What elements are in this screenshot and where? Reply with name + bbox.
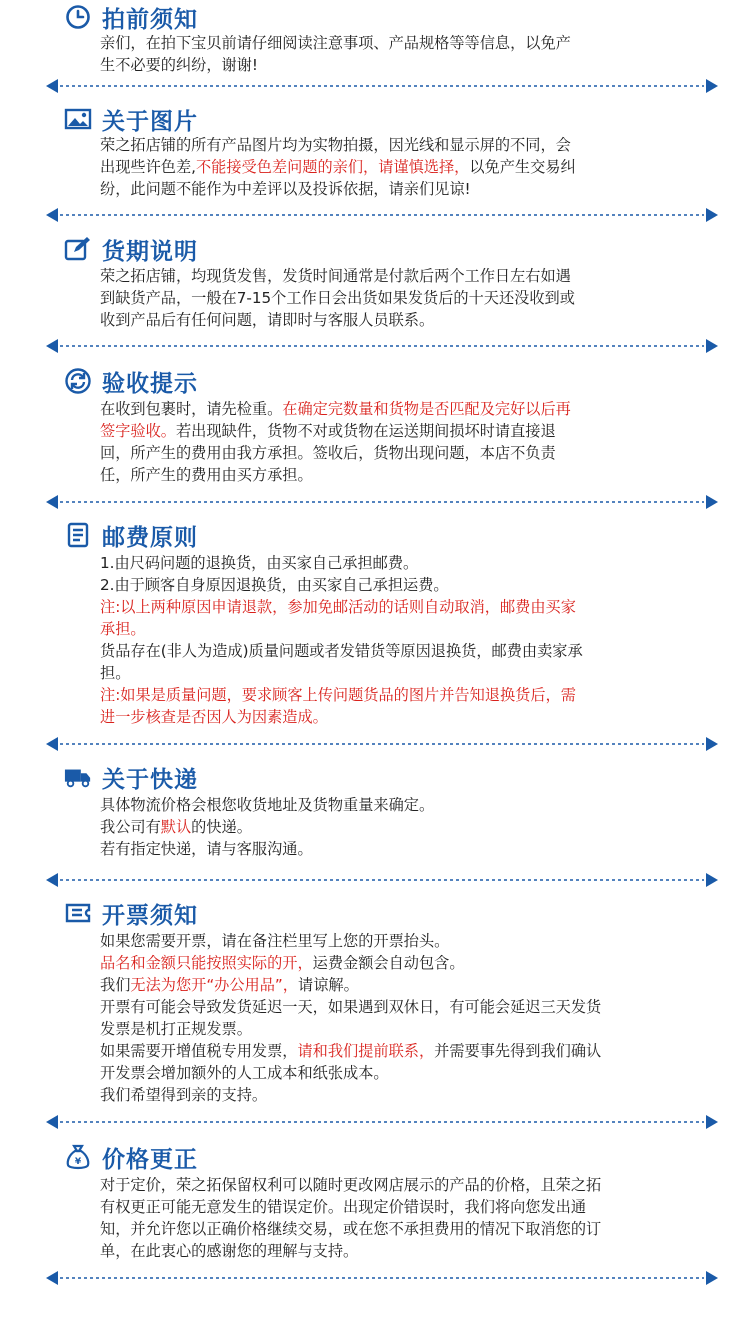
body-line bbox=[100, 1196, 710, 1218]
body-line bbox=[100, 662, 710, 684]
section-header bbox=[64, 232, 198, 266]
emphasis-text: 进一步核查是否因人为因素造成。 bbox=[100, 708, 328, 726]
body-text: 若出现缺件，货物不对或货物在运送期间损坏时请直接退 bbox=[175, 422, 556, 440]
document-icon bbox=[64, 521, 92, 549]
section-body bbox=[100, 794, 710, 860]
body-text: 如果需要开增值税专用发票， bbox=[100, 1042, 298, 1060]
body-text: 我们希望得到亲的支持。 bbox=[100, 1086, 268, 1104]
body-line bbox=[100, 552, 710, 574]
body-line bbox=[100, 32, 710, 54]
dashed-arrow-divider bbox=[46, 494, 718, 508]
section-title: 关于快递 bbox=[102, 766, 198, 793]
section-header bbox=[64, 0, 198, 34]
body-line bbox=[100, 420, 710, 442]
body-text: 货品存在(非人为造成)质量问题或者发错货等原因退换货，邮费由卖家承 bbox=[100, 642, 583, 660]
body-text: 开发票会增加额外的人工成本和纸张成本。 bbox=[100, 1064, 389, 1082]
body-line bbox=[100, 574, 710, 596]
dashed-arrow-divider bbox=[46, 872, 718, 886]
section-body bbox=[100, 552, 710, 728]
body-line bbox=[100, 974, 710, 996]
dashed-arrow-divider bbox=[46, 736, 718, 750]
body-line bbox=[100, 134, 710, 156]
body-text: 任，所产生的费用由买方承担。 bbox=[100, 466, 313, 484]
body-text: 请谅解。 bbox=[298, 976, 359, 994]
body-text: 以免产生交易纠 bbox=[469, 158, 576, 176]
body-text: 对于定价，荣之拓保留权利可以随时更改网店展示的产品的价格，且荣之拓 bbox=[100, 1176, 602, 1194]
section-title: 邮费原则 bbox=[102, 524, 198, 551]
body-text: 若有指定快递，请与客服沟通。 bbox=[100, 840, 313, 858]
body-text: 1.由尺码问题的退换货，由买家自己承担邮费。 bbox=[100, 554, 419, 572]
section-body bbox=[100, 265, 710, 331]
section-header bbox=[64, 1140, 198, 1174]
emphasis-text: 注:以上两种原因申请退款，参加免邮活动的话则自动取消，邮费由买家 bbox=[100, 598, 576, 616]
emphasis-text: 请和我们提前联系， bbox=[297, 1042, 435, 1060]
emphasis-text: 无法为您开“办公用品”， bbox=[130, 976, 298, 994]
body-text: 2.由于顾客自身原因退换货，由买家自己承担运费。 bbox=[100, 576, 449, 594]
section-body bbox=[100, 930, 710, 1106]
body-line bbox=[100, 464, 710, 486]
body-line bbox=[100, 794, 710, 816]
image-icon bbox=[64, 105, 92, 133]
body-text: 荣之拓店铺的所有产品图片均为实物拍摄，因光线和显示屏的不同，会 bbox=[100, 136, 571, 154]
body-text: 单，在此衷心的感谢您的理解与支持。 bbox=[100, 1242, 359, 1260]
body-text: 有权更正可能无意发生的错误定价。出现定价错误时，我们将向您发出通 bbox=[100, 1198, 586, 1216]
section-header bbox=[64, 518, 198, 552]
money-bag-icon bbox=[64, 1143, 92, 1171]
body-line bbox=[100, 1174, 710, 1196]
body-line bbox=[100, 838, 710, 860]
body-text: 出现些许色差, bbox=[100, 158, 196, 176]
body-text: 开票有可能会导致发货延迟一天，如果遇到双休日，有可能会延迟三天发货 bbox=[100, 998, 602, 1016]
section-title: 验收提示 bbox=[102, 370, 198, 397]
body-line bbox=[100, 816, 710, 838]
emphasis-text: 在确定完数量和货物是否匹配及完好以后再 bbox=[282, 400, 571, 418]
body-text: 在收到包裹时，请先检重。 bbox=[100, 400, 283, 418]
section-header bbox=[64, 760, 198, 794]
section-header bbox=[64, 364, 198, 398]
body-line bbox=[100, 1018, 710, 1040]
section-title: 开票须知 bbox=[102, 902, 198, 929]
body-text: 担。 bbox=[100, 664, 131, 682]
body-line bbox=[100, 706, 710, 728]
body-text: 具体物流价格会根您收货地址及货物重量来确定。 bbox=[100, 796, 435, 814]
section-title: 价格更正 bbox=[102, 1146, 198, 1173]
body-line bbox=[100, 618, 710, 640]
body-line bbox=[100, 442, 710, 464]
dashed-arrow-divider bbox=[46, 1270, 718, 1284]
body-text: 的快递。 bbox=[191, 818, 252, 836]
dashed-arrow-divider bbox=[46, 1114, 718, 1128]
body-line bbox=[100, 178, 710, 200]
emphasis-text: 承担。 bbox=[100, 620, 146, 638]
emphasis-text: 默认 bbox=[160, 818, 192, 836]
body-line bbox=[100, 930, 710, 952]
section-body bbox=[100, 1174, 710, 1262]
body-text: 并需要事先得到我们确认 bbox=[434, 1042, 602, 1060]
body-line bbox=[100, 265, 710, 287]
emphasis-text: 注:如果是质量问题，要求顾客上传问题货品的图片并告知退换货后，需 bbox=[100, 686, 576, 704]
section-body bbox=[100, 134, 710, 200]
body-text: 运费金额会自动包含。 bbox=[312, 954, 465, 972]
section-title: 货期说明 bbox=[102, 238, 198, 265]
body-line bbox=[100, 1040, 710, 1062]
body-line bbox=[100, 287, 710, 309]
body-text: 到缺货产品，一般在7-15个工作日会出货如果发货后的十天还没收到或 bbox=[100, 289, 575, 307]
body-line bbox=[100, 1240, 710, 1262]
body-line bbox=[100, 684, 710, 706]
section-header bbox=[64, 896, 198, 930]
body-line bbox=[100, 1084, 710, 1106]
body-text: 收到产品后有任何问题，请即时与客服人员联系。 bbox=[100, 311, 435, 329]
refresh-icon bbox=[64, 367, 92, 395]
body-text: 荣之拓店铺，均现货发售，发货时间通常是付款后两个工作日左右如遇 bbox=[100, 267, 571, 285]
body-text: 如果您需要开票，请在备注栏里写上您的开票抬头。 bbox=[100, 932, 450, 950]
section-header bbox=[64, 102, 198, 136]
edit-icon bbox=[64, 235, 92, 263]
body-text: 我公司有 bbox=[100, 818, 161, 836]
dashed-arrow-divider bbox=[46, 207, 718, 221]
body-line bbox=[100, 309, 710, 331]
emphasis-text: 品名和金额只能按照实际的开， bbox=[100, 954, 313, 972]
clock-icon bbox=[64, 3, 92, 31]
body-line bbox=[100, 952, 710, 974]
body-line bbox=[100, 398, 710, 420]
emphasis-text: 签字验收。 bbox=[100, 422, 176, 440]
body-text: 发票是机打正规发票。 bbox=[100, 1020, 252, 1038]
body-text: 纷，此问题不能作为中差评以及投诉依据，请亲们见谅! bbox=[100, 180, 471, 198]
body-text: 我们 bbox=[100, 976, 131, 994]
body-text: 知，并允许您以正确价格继续交易，或在您不承担费用的情况下取消您的订 bbox=[100, 1220, 602, 1238]
body-line bbox=[100, 1062, 710, 1084]
dashed-arrow-divider bbox=[46, 338, 718, 352]
body-line bbox=[100, 54, 710, 76]
svg-text:¥: ¥ bbox=[74, 1157, 82, 1167]
section-title: 拍前须知 bbox=[102, 6, 198, 33]
body-text: 亲们，在拍下宝贝前请仔细阅读注意事项、产品规格等等信息，以免产 bbox=[100, 34, 571, 52]
section-body bbox=[100, 32, 710, 76]
body-text: 生不必要的纠纷，谢谢! bbox=[100, 56, 258, 74]
invoice-icon bbox=[64, 899, 92, 927]
emphasis-text: 不能接受色差问题的亲们，请谨慎选择， bbox=[195, 158, 470, 176]
body-line bbox=[100, 996, 710, 1018]
body-text: 回，所产生的费用由我方承担。签收后，货物出现问题，本店不负责 bbox=[100, 444, 556, 462]
dashed-arrow-divider bbox=[46, 78, 718, 92]
section-title: 关于图片 bbox=[102, 108, 198, 135]
body-line bbox=[100, 1218, 710, 1240]
truck-icon bbox=[64, 763, 92, 791]
section-body bbox=[100, 398, 710, 486]
body-line bbox=[100, 156, 710, 178]
body-line bbox=[100, 640, 710, 662]
body-line bbox=[100, 596, 710, 618]
